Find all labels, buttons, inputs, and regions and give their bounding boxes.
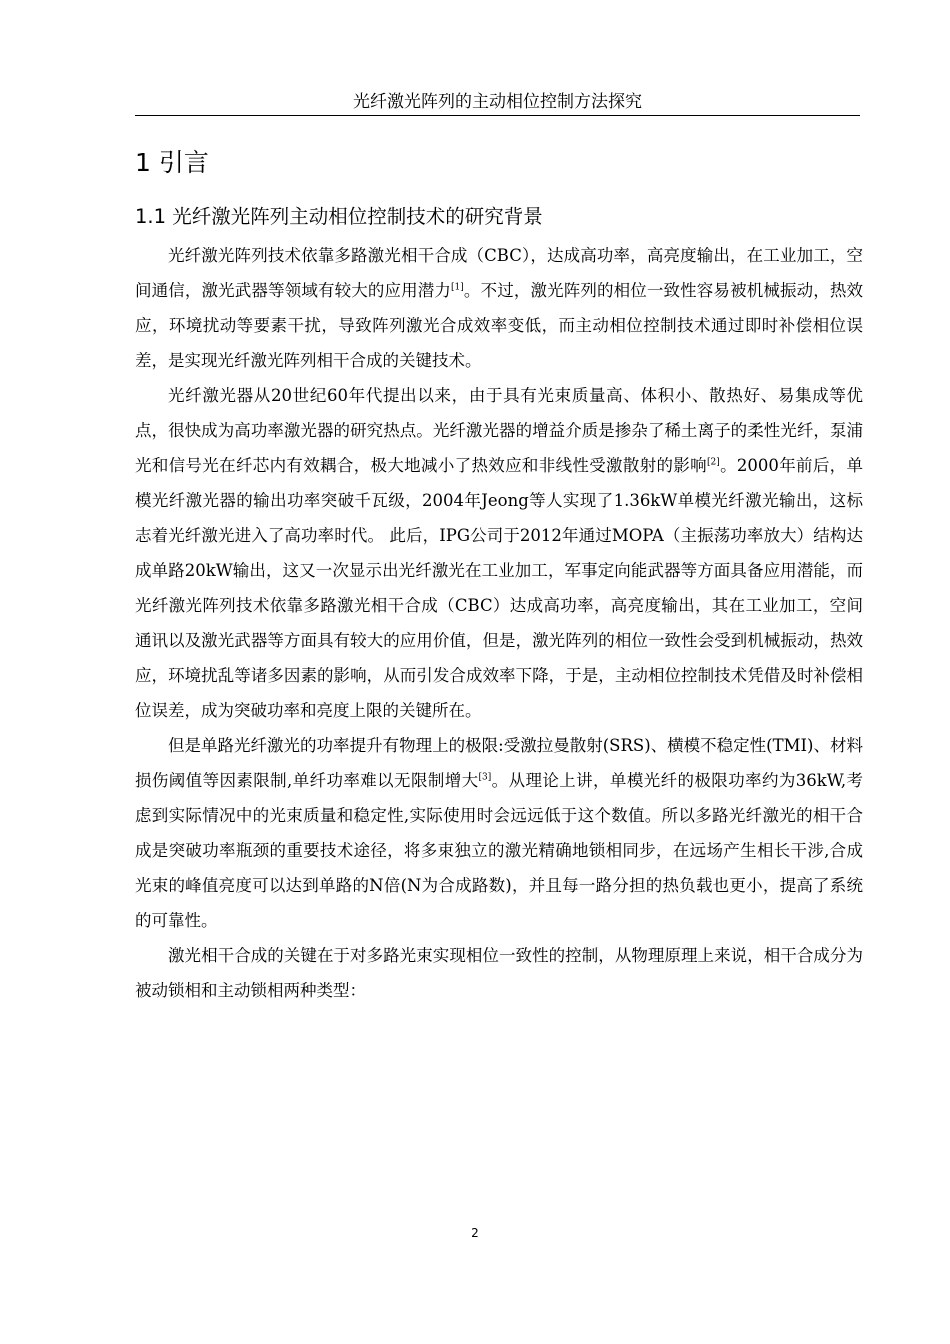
subsection-title: 光纤激光阵列主动相位控制技术的研究背景 <box>172 205 543 228</box>
section-number: 1 <box>135 148 151 177</box>
body-text <box>135 238 863 1008</box>
header-rule <box>135 115 860 116</box>
citation: [2] <box>707 457 720 468</box>
running-header: 光纤激光阵列的主动相位控制方法探究 <box>353 92 642 112</box>
section-title: 引言 <box>158 148 209 177</box>
paragraph: 光纤激光阵列技术依靠多路激光相干合成（CBC），达成高功率，高亮度输出，在工业加工，空间通信，激光武器等领域有较大的应用潜力[1]。不过，激光阵列的相位一致性容易被机械振动，热效应，环境扰动等要素干扰，导致阵列激光合成效率变低，而主动相位控制技术通过即时补偿相位误差，是实现光纤激光阵列相干合成的关键技术。 <box>135 246 864 370</box>
subsection-number: 1.1 <box>135 205 167 228</box>
section-heading <box>135 146 209 180</box>
citation: [1] <box>451 282 464 293</box>
paragraph: 激光相干合成的关键在于对多路光束实现相位一致性的控制，从物理原理上来说，相干合成分为被动锁相和主动锁相两种类型： <box>135 946 863 1000</box>
subsection-heading <box>135 203 543 231</box>
paragraph: 但是单路光纤激光的功率提升有物理上的极限:受激拉曼散射(SRS)、横模不稳定性(TMI)、材料损伤阈值等因素限制,单纤功率难以无限制增大[3]。从理论上讲，单模光纤的极限功率约为36kW,考虑到实际情况中的光束质量和稳定性,实际使用时会远远低于这个数值。所以多路光纤激光的相干合成是突破功率瓶颈的重要技术途径，将多束独立的激光精确地锁相同步，在远场产生相长干涉,合成光束的峰值亮度可以达到单路的N倍(N为合成路数)，并且每一路分担的热负载也更小，提高了系统的可靠性。 <box>135 736 863 930</box>
page-number: 2 <box>471 1226 479 1240</box>
paragraph: 光纤激光器从20世纪60年代提出以来，由于具有光束质量高、体积小、散热好、易集成等优点，很快成为高功率激光器的研究热点。光纤激光器的增益介质是掺杂了稀土离子的柔性光纤，泵浦光和信号光在纤芯内有效耦合，极大地减小了热效应和非线性受激散射的影响[2]。2000年前后，单模光纤激光器的输出功率突破千瓦级，2004年Jeong等人实现了1.36kW单模光纤激光输出，这标志着光纤激光进入了高功率时代。 此后，IPG公司于2012年通过MOPA（主振荡功率放大）结构达成单路20kW输出，这又一次显示出光纤激光在工业加工，军事定向能武器等方面具备应用潜能，而光纤激光阵列技术依靠多路激光相干合成（CBC）达成高功率，高亮度输出，其在工业加工，空间通讯以及激光武器等方面具有较大的应用价值，但是，激光阵列的相位一致性会受到机械振动，热效应，环境扰乱等诸多因素的影响，从而引发合成效率下降，于是，主动相位控制技术凭借及时补偿相位误差，成为突破功率和亮度上限的关键所在。 <box>135 386 864 720</box>
citation: [3] <box>478 772 492 783</box>
